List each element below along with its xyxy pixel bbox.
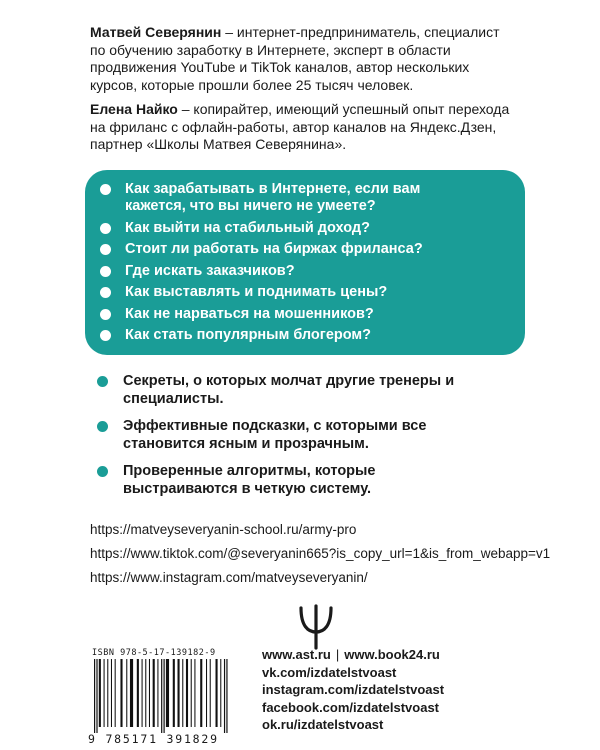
question-text: Стоит ли работать на биржах фриланса? [125, 241, 423, 257]
barcode-bar [96, 659, 97, 733]
barcode-bar [216, 659, 218, 727]
social-link[interactable]: vk.com/izdatelstvoast [262, 664, 397, 680]
social-link[interactable]: facebook.com/izdatelstvoast [262, 699, 439, 715]
barcode-bar [173, 659, 175, 727]
benefit-item [97, 417, 473, 453]
publisher-sites: www.ast.ru | www.book24.ru [262, 647, 440, 662]
links-list [90, 522, 550, 594]
barcode-bar [137, 659, 139, 727]
question-item [85, 306, 485, 323]
benefit-item [97, 372, 473, 408]
question-item [85, 181, 485, 215]
bullet-icon [100, 244, 111, 255]
barcode-bar [107, 659, 108, 727]
author-name: Елена Найко [90, 101, 178, 117]
question-text: Как зарабатывать в Интернете, если вам кажется, что вы ничего не умеете? [125, 181, 421, 214]
bullet-icon [100, 330, 111, 341]
author-description: – интернет-предприниматель, специалист по обучению заработку в Интернете, эксперт в области продвижения YouTube и TikTok каналов, автор нескольких курсов, которые прошли более 25 тысяч человек. [90, 24, 500, 93]
barcode-bar [206, 659, 207, 727]
barcode-bar [191, 659, 192, 727]
bullet-icon [100, 287, 111, 298]
barcode-bar [224, 659, 225, 733]
barcode-bar [149, 659, 150, 727]
barcode-bar [142, 659, 143, 727]
social-link[interactable]: instagram.com/izdatelstvoast [262, 682, 445, 697]
question-item [85, 284, 485, 301]
benefits-list [97, 372, 517, 507]
question-text: Как не нарваться на мошенников? [125, 305, 374, 322]
question-item [85, 327, 485, 344]
link-row [90, 546, 550, 570]
barcode-bar [200, 659, 202, 727]
bullet-icon [100, 266, 111, 277]
question-text: Где искать заказчиков? [125, 262, 295, 279]
barcode-bar [153, 659, 155, 727]
benefit-text: Эффективные подсказки, с которыми все становится ясным и прозрачным. [123, 418, 427, 452]
barcode-bar [226, 659, 227, 733]
author-name: Матвей Северянин [90, 24, 222, 40]
barcode-bar [94, 659, 95, 733]
barcode-bar [210, 659, 211, 727]
barcode-bar [164, 659, 165, 733]
barcode-bar [220, 659, 221, 727]
question-item [85, 263, 485, 280]
questions-list [85, 170, 525, 344]
bullet-icon [100, 309, 111, 320]
publisher-info [262, 646, 444, 734]
barcode-bar [186, 659, 188, 727]
bullet-icon [97, 421, 108, 432]
ast-site-link[interactable]: www.ast.ru [262, 647, 331, 662]
barcode-bar [166, 659, 169, 727]
bullet-icon [100, 184, 111, 195]
barcode-bar [161, 659, 162, 733]
barcode-bar [130, 659, 133, 727]
question-text: Как стать популярным блогером? [125, 327, 372, 343]
benefit-item [97, 462, 473, 498]
social-link[interactable]: ok.ru/izdatelstvoast [262, 717, 384, 732]
barcode-bar [104, 659, 105, 727]
instagram-link[interactable]: https://www.instagram.com/matveyseveryanin/ [90, 570, 368, 585]
barcode-bar [145, 659, 146, 727]
book24-site-link[interactable]: www.book24.ru [344, 647, 440, 662]
tiktok-link[interactable]: https://www.tiktok.com/@severyanin665?is_copy_url=1&is_from_webapp=v1 [90, 546, 551, 561]
author-description: – копирайтер, имеющий успешный опыт перехода на фриланс с офлайн-работы, автор каналов на Яндекс.Дзен, партнер «Школы Матвея Северянина». [90, 101, 510, 152]
school-link[interactable]: https://matveyseveryanin-school.ru/army-pro [90, 522, 357, 537]
barcode-bar [115, 659, 116, 727]
bullet-icon [100, 223, 111, 234]
question-item [85, 241, 485, 258]
benefit-text: Секреты, о которых молчат другие тренеры и специалисты. [123, 373, 455, 407]
author-bio-nayko [90, 101, 510, 154]
author-bio-severyanin [90, 24, 510, 94]
barcode-bar [157, 659, 158, 727]
barcode-bar [178, 659, 180, 727]
barcode [88, 648, 246, 744]
benefit-text: Проверенные алгоритмы, которые выстраиваются в четкую систему. [123, 463, 376, 497]
barcode-bar [120, 659, 122, 727]
barcode-bars [88, 659, 246, 733]
barcode-bar [99, 659, 101, 727]
question-text: Как выставлять и поднимать цены? [125, 284, 388, 300]
link-row [90, 522, 550, 546]
barcode-bar [194, 659, 195, 727]
isbn-label: ISBN 978-5-17-139182-9 [92, 648, 216, 658]
question-text: Как выйти на стабильный доход? [125, 219, 370, 236]
ean-number: 9 785171 391829 [88, 732, 219, 746]
barcode-bar [126, 659, 127, 727]
bullet-icon [97, 466, 108, 477]
questions-panel [85, 170, 525, 355]
barcode-bar [111, 659, 112, 727]
link-row [90, 570, 550, 594]
question-item [85, 220, 485, 237]
bullet-icon [97, 376, 108, 387]
psi-logo-icon [298, 604, 334, 650]
barcode-bar [182, 659, 183, 727]
